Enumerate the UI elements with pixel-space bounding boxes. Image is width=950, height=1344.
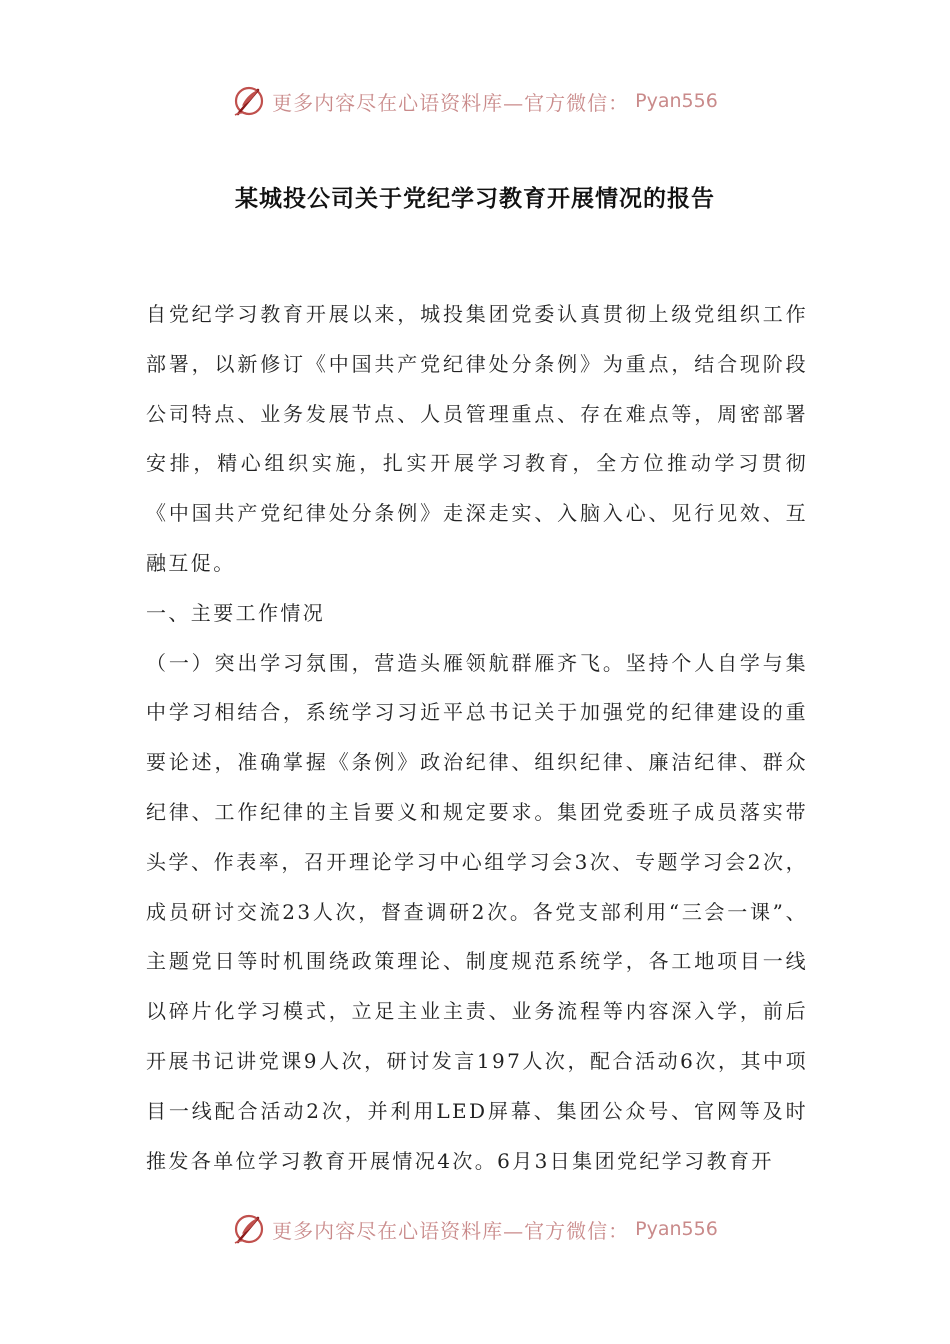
quill-pen-icon [232,84,266,118]
watermark-text: 更多内容尽在心语资料库—官方微信： [272,1218,630,1243]
footer-watermark [0,1212,950,1246]
watermark-text: 更多内容尽在心语资料库—官方微信： [272,90,630,115]
section-heading: 一、主要工作情况 [146,600,326,625]
header-watermark [0,84,950,118]
paragraph-section-1: （一）突出学习氛围，营造头雁领航群雁齐飞。坚持个人自学与集中学习相结合，系统学习习近平总书记关于加强党的纪律建设的重要论述，准确掌握《条例》政治纪律、组织纪律、廉洁纪律、群众纪律、工作纪律的主旨要义和规定要求。集团党委班子成员落实带头学、作表率，召开理论学习中心组学习会3次、专题学习会2次，成员研讨交流23人次，督查调研2次。各党支部利用“三会一课”、主题党日等时机围绕政策理论、制度规范系统学，各工地项目一线以碎片化学习模式，立足主业主责、业务流程等内容深入学，前后开展书记讲党课9人次，研讨发言197人次，配合活动6次，其中项目一线配合活动2次，并利用LED屏幕、集团公众号、官网等及时推发各单位学习教育开展情况4次。6月3日集团党纪学习教育开 [146,650,808,1173]
watermark-handle: Pyan556 [635,1218,718,1240]
watermark-handle: Pyan556 [635,90,718,112]
quill-pen-icon [232,1212,266,1246]
paragraph-intro: 自党纪学习教育开展以来，城投集团党委认真贯彻上级党组织工作部署，以新修订《中国共产党纪律处分条例》为重点，结合现阶段公司特点、业务发展节点、人员管理重点、存在难点等，周密部署安排，精心组织实施，扎实开展学习教育，全方位推动学习贯彻《中国共产党纪律处分条例》走深走实、入脑入心、见行见效、互融互促。 [146,302,808,575]
document-body [146,290,808,1186]
document-title: 某城投公司关于党纪学习教育开展情况的报告 [235,185,715,212]
